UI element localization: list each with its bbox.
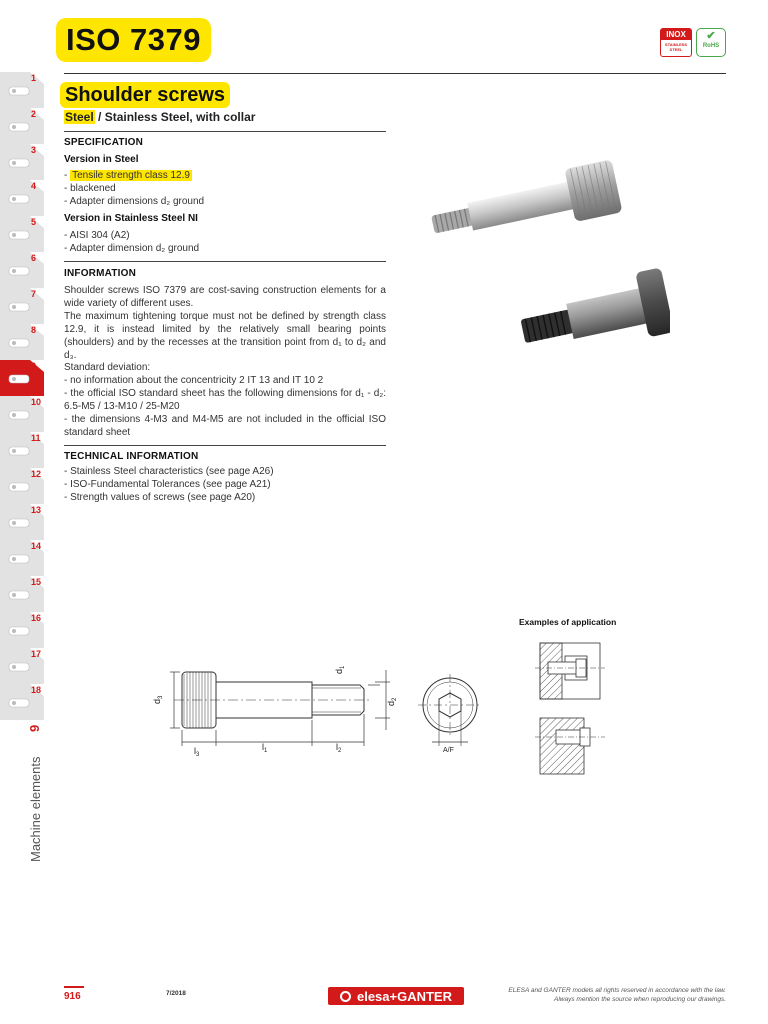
chapter-tab-number: 14 xyxy=(31,541,42,551)
chapter-tab-number: 9 xyxy=(31,361,37,371)
info-text xyxy=(64,285,386,440)
info-paragraph: The maximum tightening torque must not be defined by strength class 12.9, it is instead limited by the relatively small bearing points (shoulders) and by the recesses at the transition point from d₁ to d₂ and d₃. xyxy=(64,310,386,361)
info-paragraph: Standard deviation: xyxy=(64,362,151,374)
rohs-badge xyxy=(696,28,726,57)
chapter-tab-number: 13 xyxy=(31,505,42,515)
dimension-l3-label: $l_3$ xyxy=(194,746,200,758)
technical-item-text: Stainless Steel characteristics (see page A26) xyxy=(70,466,274,477)
levelling-foot-icon xyxy=(6,440,32,462)
front-view xyxy=(418,674,480,746)
section-divider xyxy=(64,445,386,446)
technical-item-text: Strength values of screws (see page A20) xyxy=(70,492,256,503)
lever-icon xyxy=(6,152,32,174)
logo-circle-icon xyxy=(340,991,351,1002)
rohs-badge-label: RoHS xyxy=(702,43,720,49)
inox-badge xyxy=(660,28,692,57)
spec-item-text: Adapter dimensions d₂ ground xyxy=(69,196,205,207)
chapter-number: 9 xyxy=(27,724,42,732)
chapter-tab-number: 1 xyxy=(31,73,37,83)
info-paragraph: - the official ISO standard sheet has the following dimensions for d₁ - d₂: 6.5-M5 / 13-M10 / 25-M20 xyxy=(64,388,386,413)
technical-item-text: ISO-Fundamental Tolerances (see page A21) xyxy=(70,479,271,490)
technical-drawing xyxy=(150,650,480,760)
chapter-tab-number: 6 xyxy=(31,253,37,263)
clamp-arm-icon xyxy=(6,476,32,498)
application-example-1 xyxy=(535,643,605,699)
chapter-tab-3[interactable] xyxy=(0,144,44,180)
chapter-tab-number: 3 xyxy=(31,145,37,155)
check-icon: ✔ xyxy=(706,30,716,42)
dimension-d2-label: $d_2$ xyxy=(386,697,398,706)
spec-item: - Adapter dimension d₂ ground xyxy=(64,243,200,254)
examples-label: Examples of application xyxy=(519,617,617,627)
chapter-tab-column xyxy=(0,72,44,720)
dimension-af-label: A/F xyxy=(443,747,454,754)
chapter-tab-number: 10 xyxy=(31,397,42,407)
copyright-line: Always mention the source when reproducing our drawings. xyxy=(554,996,726,1003)
spec-item: - blackened xyxy=(64,183,116,194)
knob-icon xyxy=(6,116,32,138)
page-number: 916 xyxy=(64,991,81,1002)
edition-date: 7/2018 xyxy=(166,990,186,997)
dimension-l2-label: $l_2$ xyxy=(336,742,342,754)
screw-icon xyxy=(6,368,32,390)
positioning-icon xyxy=(6,548,32,570)
chapter-tab-number: 12 xyxy=(31,469,42,479)
chapter-tab-number: 4 xyxy=(31,181,37,191)
chapter-tab-number: 2 xyxy=(31,109,37,119)
technical-item: - ISO-Fundamental Tolerances (see page A21) xyxy=(64,479,271,490)
hinge-icon xyxy=(6,296,32,318)
chapter-tab-6[interactable] xyxy=(0,252,44,288)
toggle-clamp-icon xyxy=(6,512,32,534)
info-paragraph: - no information about the concentricity 2 IT 13 and IT 10 2 xyxy=(64,375,324,387)
spec-heading: SPECIFICATION xyxy=(64,137,144,148)
chapter-tab-8[interactable] xyxy=(0,324,44,360)
spec-item-text: AISI 304 (A2) xyxy=(69,230,130,241)
pin-icon xyxy=(6,404,32,426)
spec-item-text: blackened xyxy=(70,183,116,194)
technical-item: - Stainless Steel characteristics (see page A26) xyxy=(64,466,274,477)
handwheel-icon xyxy=(6,80,32,102)
spec-item: - AISI 304 (A2) xyxy=(64,230,130,241)
shoulder-section xyxy=(467,181,576,230)
chapter-tab-number: 5 xyxy=(31,217,37,227)
spec-item: - Adapter dimensions d₂ ground xyxy=(64,196,205,207)
application-examples xyxy=(530,638,610,778)
product-photo xyxy=(420,145,670,355)
spec-item: - Tensile strength class 12.9 xyxy=(64,170,190,181)
chapter-tab-2[interactable] xyxy=(0,108,44,144)
footer-accent xyxy=(64,986,84,988)
product-name: Shoulder screws xyxy=(60,82,230,108)
dimension-d1-label: $d_1$ xyxy=(334,665,346,674)
chapter-tab-9[interactable] xyxy=(0,360,44,396)
inox-badge-sub: STAINLESS STEEL xyxy=(664,42,688,52)
steel-version-heading: Version in Steel xyxy=(64,154,139,165)
info-paragraph: - the dimensions 4-M3 and M4-M5 are not included in the official ISO standard sheet xyxy=(64,414,386,438)
brand-name: elesa+GANTER xyxy=(356,988,452,1004)
technical-item: - Strength values of screws (see page A20) xyxy=(64,492,256,503)
spec-item-text: Adapter dimension d₂ ground xyxy=(69,243,200,254)
chapter-name: Machine elements xyxy=(28,756,43,862)
technical-heading: TECHNICAL INFORMATION xyxy=(64,451,199,462)
chapter-tab-number: 16 xyxy=(31,613,42,623)
header-divider xyxy=(64,73,726,74)
inox-badge-label: INOX xyxy=(661,29,691,40)
handle-icon xyxy=(6,188,32,210)
section-divider xyxy=(64,261,386,262)
material-steel: Steel xyxy=(65,110,94,124)
clamp-icon xyxy=(6,224,32,246)
chapter-tab-4[interactable] xyxy=(0,180,44,216)
copyright-line: ELESA and GANTER models all rights reserved in accordance with the law. xyxy=(508,987,726,994)
chapter-tab-number: 17 xyxy=(31,649,42,659)
application-example-2 xyxy=(535,718,605,774)
brand-logo xyxy=(328,987,464,1005)
page-title: ISO 7379 xyxy=(56,18,211,62)
chapter-tab-number: 7 xyxy=(31,289,37,299)
level-icon xyxy=(6,332,32,354)
stainless-screw-photo xyxy=(427,159,622,251)
chapter-tab-number: 8 xyxy=(31,325,37,335)
copyright-note xyxy=(470,986,726,1004)
material-rest: / Stainless Steel, with collar xyxy=(94,110,256,124)
section-divider xyxy=(64,131,386,132)
ss-version-heading: Version in Stainless Steel NI xyxy=(64,213,198,224)
dimension-l1-label: $l_1$ xyxy=(262,742,268,754)
chapter-tab-5[interactable] xyxy=(0,216,44,252)
chapter-tab-number: 15 xyxy=(31,577,42,587)
oil-plug-icon xyxy=(6,584,32,606)
shoulder-section xyxy=(566,288,650,339)
chapter-tab-7[interactable] xyxy=(0,288,44,324)
info-paragraph: Shoulder screws ISO 7379 are cost-saving construction elements for a wide variety of different uses. xyxy=(64,285,386,309)
tensile-class-highlight: Tensile strength class 12.9 xyxy=(72,170,190,181)
plunger-icon xyxy=(6,260,32,282)
chapter-tab-1[interactable] xyxy=(0,72,44,108)
chapter-tab-number: 11 xyxy=(31,433,41,443)
info-heading: INFORMATION xyxy=(64,268,137,279)
chain-icon xyxy=(6,620,32,642)
product-subtitle xyxy=(64,110,255,124)
chapter-tab-number: 18 xyxy=(31,685,42,695)
dimension-d3-label: $d_3$ xyxy=(152,695,164,704)
blackened-screw-photo xyxy=(516,267,670,355)
dimension-lines xyxy=(170,670,390,746)
magnet-icon xyxy=(6,692,32,714)
side-view xyxy=(174,672,372,728)
castor-icon xyxy=(6,656,32,678)
